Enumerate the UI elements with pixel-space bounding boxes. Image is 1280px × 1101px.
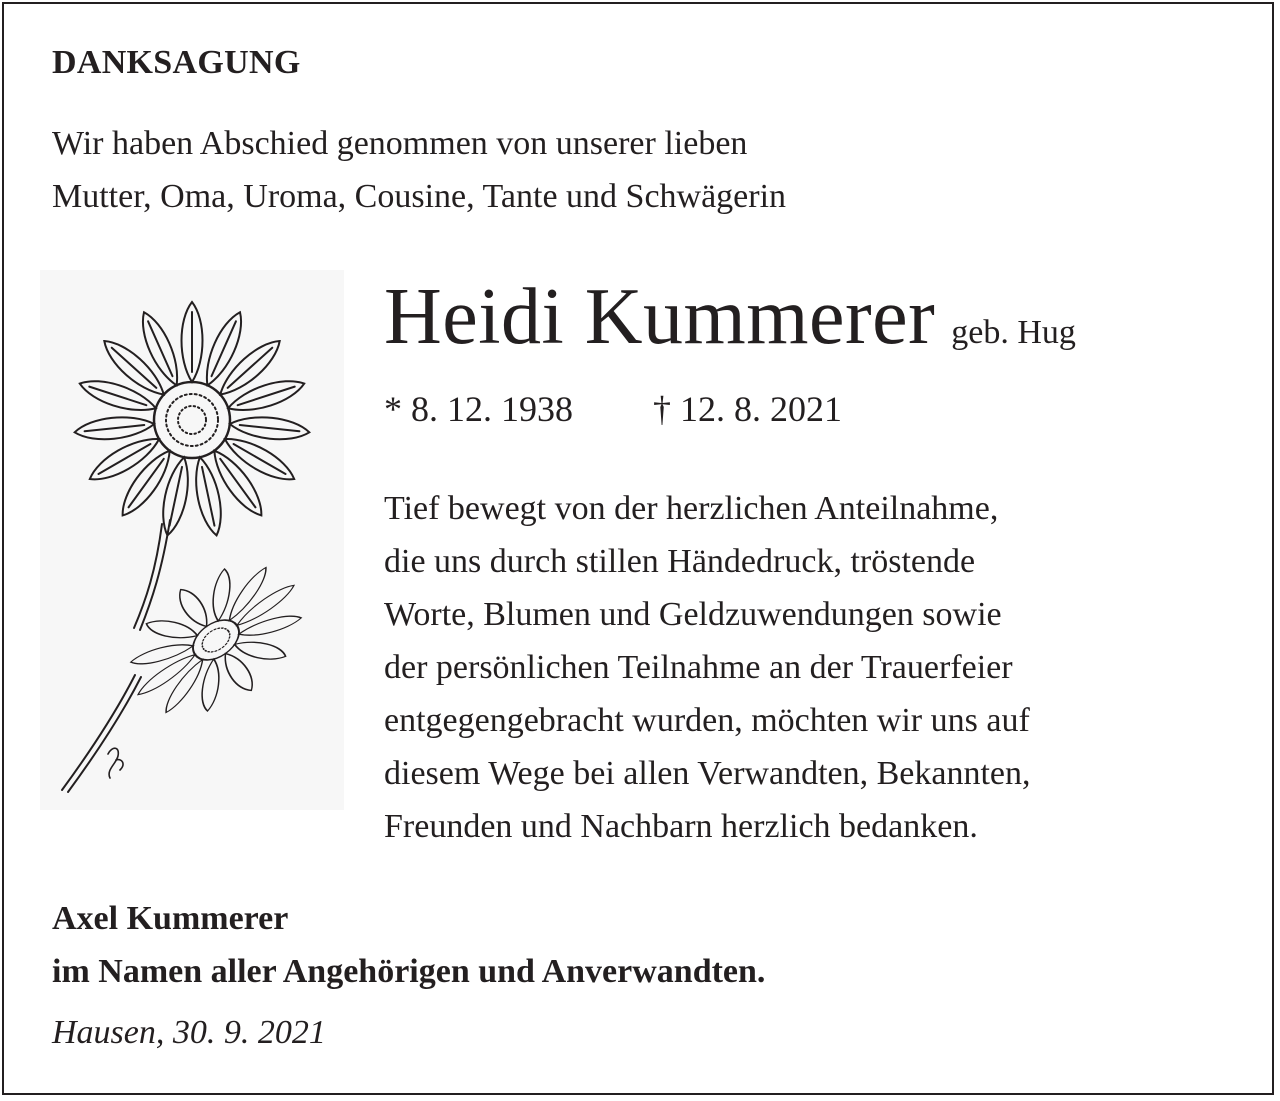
thanks-line: entgegengebracht wurden, möchten wir uns auf bbox=[384, 702, 1030, 739]
daisy-illustration bbox=[40, 270, 344, 810]
thanks-line: Worte, Blumen und Geldzuwendungen sowie bbox=[384, 596, 1002, 633]
intro-text bbox=[52, 117, 786, 223]
intro-line: Wir haben Abschied genommen von unserer lieben bbox=[52, 125, 748, 162]
thanks-line: der persönlichen Teilnahme an der Trauerfeier bbox=[384, 649, 1013, 686]
intro-line: Mutter, Oma, Uroma, Cousine, Tante und Schwägerin bbox=[52, 178, 787, 215]
deceased-name: Heidi Kummerer bbox=[384, 273, 936, 361]
signature-block bbox=[52, 892, 765, 998]
thanks-line: diesem Wege bei allen Verwandten, Bekannten, bbox=[384, 755, 1031, 792]
thanks-line: Freunden und Nachbarn herzlich bedanken. bbox=[384, 808, 978, 845]
signer-name: Axel Kummerer bbox=[52, 900, 289, 937]
death-date: † 12. 8. 2021 bbox=[653, 389, 842, 429]
place-and-date: Hausen, 30. 9. 2021 bbox=[52, 1014, 326, 1051]
thanks-text bbox=[384, 482, 1031, 853]
maiden-name: geb. Hug bbox=[951, 314, 1076, 351]
notice-heading: DANKSAGUNG bbox=[52, 44, 301, 81]
deceased-name-row bbox=[384, 272, 1076, 363]
notice-frame bbox=[2, 2, 1274, 1095]
life-dates bbox=[384, 388, 842, 430]
daisy-drawing-icon bbox=[40, 270, 344, 810]
thanks-line: Tief bewegt von der herzlichen Anteilnahme, bbox=[384, 490, 999, 527]
signer-note: im Namen aller Angehörigen und Anverwandten. bbox=[52, 953, 766, 990]
birth-date: * 8. 12. 1938 bbox=[384, 389, 573, 429]
thanks-line: die uns durch stillen Händedruck, tröstende bbox=[384, 543, 976, 580]
